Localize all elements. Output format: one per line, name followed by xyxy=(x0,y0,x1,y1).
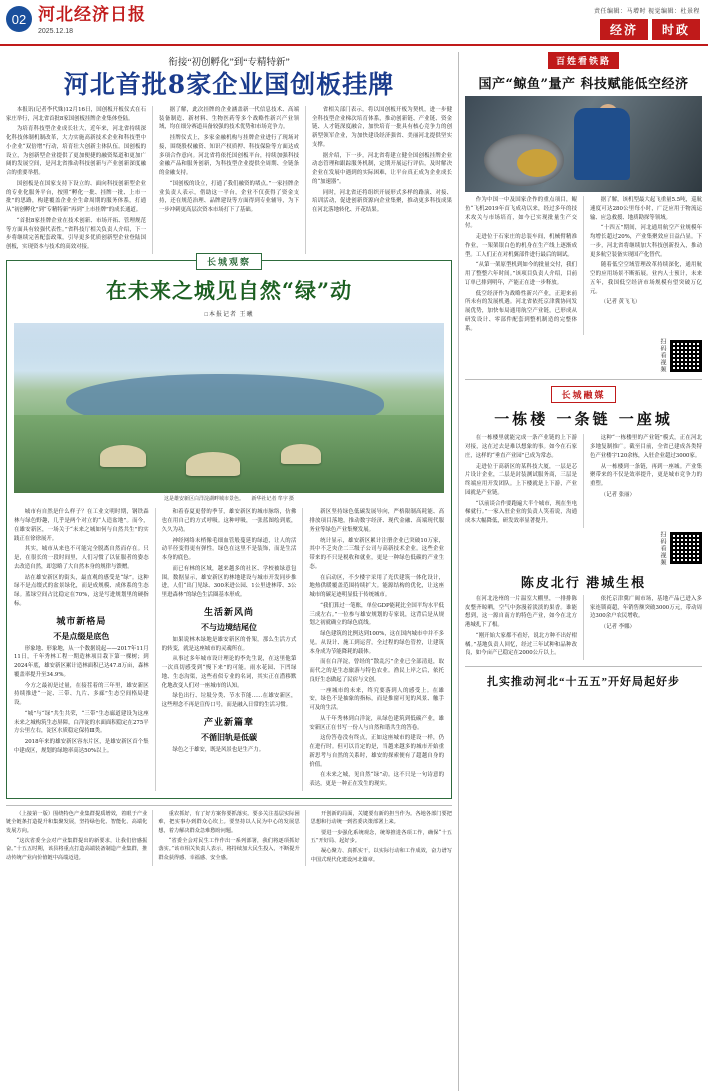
paragraph: 而在白洋淀，曾经的“散乱污”企业已全部清退，取而代之的是生态旅游与特色农业。渔民上岸之后，依托良好生态做起了民宿与文创。 xyxy=(309,659,445,683)
feature-column-1 xyxy=(14,508,149,791)
qr-label: 扫码看视频 xyxy=(659,338,665,374)
column-separator xyxy=(155,508,156,791)
paragraph: “从第一架原型机到如今的批量交付，我们用了整整六年时间。”该项目负责人介绍，目前订单已排到明年，产能正在进一步释放。 xyxy=(465,262,577,286)
continuation-column-3 xyxy=(311,810,452,867)
section2-body xyxy=(465,434,702,528)
divider xyxy=(465,379,702,380)
divider xyxy=(465,666,702,667)
paragraph: 从千年秀林到白洋淀，从绿色建筑到低碳产业，雄安新区正在书写一份人与自然和谐共生的答卷。 xyxy=(309,715,445,731)
section4-headline: 扎实推动河北“十五五”开好局起好步 xyxy=(487,676,680,688)
feature-headline: 在未来之城见自然“绿”动 xyxy=(105,277,353,303)
lead-body xyxy=(6,106,452,254)
right-zone xyxy=(458,52,702,1091)
paragraph: 要进一步强化系统观念，统筹推进各项工作，确保“十五五”开好局、起好步。 xyxy=(310,829,452,845)
paragraph: 统计显示，雄安新区累计注册企业已突破10万家，其中不乏央企二三级子公司与高新技术企业。这些企业带来的不只是税收和就业，更是一种绿色低碳的产业生态。 xyxy=(309,537,445,570)
right-top-body xyxy=(465,196,702,335)
paragraph: 挂牌仪式上，多家金融机构与挂牌企业进行了现场对接，围绕股权融资、知识产权质押、科技保险等方面达成多项合作意向。河北省将依托国创板平台，持续加强科技金融产品和服务创新，为科技型企业提供全周期、全链条的金融支持。 xyxy=(159,135,299,176)
paragraph: 今方之最初是过量，在接茬着的三年里，雄安新区持续推进“一淀、三带、九片、多廊”生态空间格局建设。 xyxy=(14,682,149,706)
right-top-photo xyxy=(465,96,702,192)
continuation-body xyxy=(6,810,452,867)
section3-body xyxy=(465,595,702,660)
paragraph: 神经网络末梢像毛细血管般蔓延的绿道，让人的活动半径变得更有弹性。绿色在这里不是装饰，而是生活本身的底色。 xyxy=(161,537,297,561)
column-separator xyxy=(152,810,153,867)
continuation-column-2 xyxy=(158,810,299,867)
paragraph: 形象地、形象地，从一个数据说起——2017年11月11日，千年秀林工程一期造林项目栽下第一棵树；到2024年底，雄安新区累计造林面积已达47.8万亩，森林覆盖率提升至34.9%。 xyxy=(14,645,149,678)
paragraph: 城市有自然是什么样子？在工业文明时期，钢铁森林与绿色野趣，几乎是两个对立的“人造盆地”。而今，在雄安新区，一场关于“未来之城如何与自然共生”的实践正在徐徐展开。 xyxy=(14,509,149,542)
column-separator xyxy=(152,106,153,254)
paragraph: 走进位于高新区的某科技大厦，一层是芯片设计企业，二层是封装测试服务商，三层是终端应用开发团队。上下楼就是上下游，产业园就是产业链。 xyxy=(465,463,577,496)
column-separator xyxy=(302,508,303,791)
column-separator xyxy=(583,434,584,528)
paragraph: 重农抓好，有了好方案你要抓落实。要多关注基层实际困难，把实事办到群众心坎上。要坚持以人民为中心的发展思想，着力解决群众急难愁盼问题。 xyxy=(158,810,300,834)
section-tags xyxy=(600,19,700,40)
section2-column-2 xyxy=(590,434,702,528)
feature-photo xyxy=(14,323,444,493)
brand-bar xyxy=(465,52,702,69)
publication-date: 2025.12.18 xyxy=(38,27,74,35)
right-top-headline: 国产“鲸鱼”量产 科技赋能低空经济 xyxy=(478,77,689,92)
feature-subhead-3b: 不循旧轨是低碳 xyxy=(201,732,257,742)
lead-kicker: 衔接“初创孵化”到“专精特新” xyxy=(168,58,290,68)
masthead-right xyxy=(594,6,700,40)
paragraph: 国创板是在国家支持下设立的、面向科技创新型企业的专业化服务平台，按照“孵化一批、挂牌一批、上市一批”的思路，构建覆盖企业全生命周期的服务体系，打通从“初创孵化”到“专精特新”再到“上市挂牌”的成长通道。 xyxy=(6,180,146,213)
paragraph: “这次省委全会对产业集群提出的新要求，让我们倍感振奋。”十五五时期，该县将重点打造高端装备制造产业集群，推动传统产业向价值链中高端迈进。 xyxy=(6,838,148,861)
section2-label-box xyxy=(465,386,702,403)
paragraph: （记者 张丽） xyxy=(600,491,635,498)
paragraph: “刚开始大家都不看好，说北方种不出好柑橘。”基地负责人回忆，经过三年试种和品种改良，如今亩产已稳定在2000公斤以上。 xyxy=(465,632,577,657)
photo-caption: 这是雄安新区白洋淀湖畔城市景色。 新华社记者 牟宇 摄 xyxy=(163,496,294,502)
lead-column-1 xyxy=(6,106,146,254)
paragraph: 一座城市的未来，终究要落到人的感受上。在雄安，绿色不是抽象的指标，而是推窗可见的风景、触手可及的生活。 xyxy=(309,687,445,711)
feature-subhead-2: 生活新风尚 xyxy=(204,606,255,617)
paragraph: 其实，城市从来也不可能完全脱离自然而存在。只是，在很长的一段时间里，人们习惯了以征服者的姿态去改造自然，却忽略了大自然本身的规律与馈赠。 xyxy=(14,546,149,570)
paragraph: （记者 李娜） xyxy=(600,624,635,630)
paragraph: 凝心聚力、真抓实干，以实际行动和工作成效，奋力谱写中国式现代化建设河北篇章。 xyxy=(310,848,452,863)
paragraph: 本报讯(记者李代姝)12月16日，国创板开板仪式在石家庄举行，河北省首批8家国创板挂牌企业集体登陆。 xyxy=(6,106,146,122)
feature-subhead-1: 城市新格局 xyxy=(56,615,107,626)
paragraph: 新区坚持绿色低碳发展导向，严格限制高耗能、高排放项目落地，推动数字经济、现代金融、高端现代服务业等绿色产业集聚发展。 xyxy=(309,509,445,533)
paragraph: 站在雄安新区的街头，最直观的感受是“绿”。这种绿不是点缀式的盆景绿化，而是成规模、成体系的生态绿。蓝绿空间占比稳定在70%，这是写进规划里的硬指标。 xyxy=(14,574,149,607)
paragraph: 走进位于石家庄的总装车间，机械臂精准作业，一架架银白色的机身在生产线上逐渐成型。工人们正在对机翼部件进行最后的调试。 xyxy=(465,234,577,258)
page-content xyxy=(0,46,708,1091)
section-tag-economy: 经济 xyxy=(600,19,648,40)
paragraph: 省相关部门表示，将以国创板开板为契机，进一步健全科技型企业梯次培育体系，推动创新链、产业链、资金链、人才链深度融合，加快培育一批具有核心竞争力的创新型领军企业，为加快建设经济强省、美丽河北提供坚实支撑。 xyxy=(312,106,452,148)
paragraph: 据了解，此次挂牌的企业涵盖新一代信息技术、高端装备制造、新材料、生物医药等多个战略性新兴产业领域，均在细分赛道具备较强的技术优势和市场竞争力。 xyxy=(159,106,299,131)
feature-body xyxy=(14,508,444,791)
feature-column-2 xyxy=(162,508,297,791)
feature-column-3 xyxy=(309,508,444,791)
feature-article xyxy=(6,256,452,799)
paragraph: 在河北沧州的一片温室大棚里，一排排陈皮整齐晾晒，空气中弥漫着淡淡的果香。谁能想到，这一源自南方的特色产业，如今在北方港城扎下了根。 xyxy=(465,595,577,628)
lead-column-2 xyxy=(159,106,299,254)
paragraph: “城”与“绿”共生共荣，“三带”生态廊道建设为这座未来之城构筑生态屏障，白洋淀的水面面积稳定在275平方公里左右，淀区水质稳定保持Ⅲ类。 xyxy=(14,710,149,735)
paragraph: 在未来之城，见自然“绿”动。这不只是一句诗意的表达，更是一种正在发生的现实。 xyxy=(309,772,445,787)
lead-headline: 河北首批8家企业国创板挂牌 xyxy=(63,70,395,99)
paragraph: 这份答卷没有终点，正如这座城市的建设一样，仍在进行时。但可以肯定的是，当越来越多的城市开始重新思考与自然的关系时，雄安的探索便有了超越自身的价值。 xyxy=(309,735,445,768)
column-separator xyxy=(583,595,584,660)
paragraph: 这种“一栋楼里的产业链”模式，正在河北多地复制推广。截至目前，全省已建成各类特色产业楼宇120余栋，入驻企业超过3000家。 xyxy=(590,435,702,459)
paragraph: 绿色出行、垃圾分类、节水节能……在雄安新区，这些理念不再是宣传口号，而是融入日常的生活习惯。 xyxy=(161,693,297,708)
column-separator xyxy=(305,106,306,254)
paragraph: （上接第一版）围绕特色产业集群提质增效，着眼于产业链全链条打造提升和集聚发展，坚持绿色化、智能化、高端化发展方向。 xyxy=(6,810,148,834)
paragraph: “省委全会对民生工作作出一系列部署，我们将逐项抓好落实。”该市相关负责人表示，将持续加大民生投入，不断提升群众获得感、幸福感、安全感。 xyxy=(158,838,300,861)
lead-column-3 xyxy=(312,106,452,254)
masthead-left xyxy=(38,6,146,35)
section-label-media: 长城融媒 xyxy=(551,386,615,403)
paragraph: “以前谈合作要跑遍大半个城市，现在坐电梯就行。”一家入驻企业的负责人笑着说，沟通成本大幅降低，研发效率显著提升。 xyxy=(465,500,577,524)
paragraph: “十四五”期间，河北通用航空产业规模年均增长超过20%，产业集聚效应日益凸显。下一步，河北省将继续加大科技创新投入，推动更多航空装备实现国产化替代。 xyxy=(590,225,702,258)
paragraph: “首批8家挂牌企业在技术创新、市场开拓、管理规范等方面具有较强代表性。”省科技厅相关负责人介绍，下一步将继续完善配套政策，引导更多优质创新型企业登陆国创板，实现资本与技术的高效对接。 xyxy=(6,217,146,250)
feature-byline: □本报记者 王曦 xyxy=(204,311,254,318)
section3-column-1 xyxy=(465,595,577,660)
feature-subhead-3: 产业新篇章 xyxy=(204,716,255,727)
paragraph: 绿色之于雄安，既是风景也是生产力。 xyxy=(172,746,265,753)
paragraph: 和着春夏更替的季节，雄安新区的城市脉络，仿佛也在用自己的方式呼吸。这种呼吸，一张蓝图绘到底，久久为功。 xyxy=(161,509,297,533)
column-separator xyxy=(305,810,306,867)
section-tag-politics: 时政 xyxy=(652,19,700,40)
paragraph: 从事过多年城市设计理论的李先生说，在这里他第一次真切感受到“慢下来”的可能。雨水花园、下凹绿地、生态沟渠，这些看似专业的名词，其实正在潜移默化地改变人们对一座城市的认知。 xyxy=(161,656,297,689)
paragraph: 低空经济作为战略性新兴产业，正迎来前所未有的发展机遇。河北省依托京津冀协同发展优势，加快布局通用航空产业链，已形成从研发设计、零部件配套到整机制造的完整体系。 xyxy=(465,290,577,332)
right-top-column-2 xyxy=(590,196,702,335)
masthead xyxy=(0,0,708,46)
qr-row-2[interactable] xyxy=(465,531,702,566)
paragraph: 依托京津冀广阔市场，基地产品已进入多家连锁商超，年销售额突破3000万元，带动周边300余户农民增收。 xyxy=(590,595,702,620)
qr-code-icon[interactable] xyxy=(670,340,702,372)
section2-column-1 xyxy=(465,434,577,528)
qr-code-icon[interactable] xyxy=(670,532,702,564)
paragraph: 绿色建筑的比例达到100%，这在国内城市中并不多见。从设计、施工到运营，全过程的绿色管控，让建筑本身成为节能降耗的载体。 xyxy=(309,631,445,655)
paragraph: 随着低空空域管理改革持续深化，通用航空的应用场景不断拓展。业内人士预计，未来五年，我国低空经济市场规模有望突破万亿元。 xyxy=(590,262,702,295)
qr-label: 扫码看视频 xyxy=(659,530,665,566)
paragraph: 据了解，该机型最大起飞重量5.5吨，巡航速度可达280公里每小时，广泛应用于物流运输、应急救援、地质勘探等领域。 xyxy=(590,197,702,221)
editor-credits: 责任编辑：马增时 视觉编辑：杜景程 xyxy=(593,9,700,15)
paragraph: 开创新的局面，关键要有新的担当作为。各地各部门要把思想和行动统一到省委决策部署上来。 xyxy=(310,810,452,826)
paragraph: 如果说林木绿地是雄安新区的骨架，那么生活方式的转变，就是这座城市的灵魂所在。 xyxy=(161,636,297,652)
column-separator xyxy=(583,196,584,335)
paragraph: 2018年来的雄安新区容东片区，是雄安新区首个集中建成区，规划的绿地率高达50%以上。 xyxy=(14,739,149,754)
paragraph: （记者 黄飞飞） xyxy=(600,299,641,306)
paper-name: 河北经济日报 xyxy=(38,5,146,25)
left-zone xyxy=(6,52,458,1091)
right-top-column-1 xyxy=(465,196,577,335)
paragraph: 据介绍，下一步，河北省将建立健全国创板挂牌企业动态管理和跟踪服务机制，定期开展运行评估，及时解决企业在发展中遇到的实际困难，让平台真正成为企业成长的“加速器”。 xyxy=(312,152,452,185)
feature-label: 长城观察 xyxy=(196,253,262,270)
continuation-column-1 xyxy=(6,810,147,867)
qr-row-1[interactable] xyxy=(465,338,702,373)
paragraph: 作为中国一中及国家企作的重点项目，鲲鱼“飞机2019年首飞成功以来，经过多年的技术攻关与市场培育，如今已实现批量生产交付。 xyxy=(465,197,577,230)
paragraph: “我们算过一笔账，单位GDP能耗比全国平均水平低三成左右。”一位参与雄安规划的专家说，这背后是从规划之初就确立的绿色底线。 xyxy=(309,602,445,627)
section3-column-2 xyxy=(590,595,702,660)
paragraph: “国创板的设立，打通了我们融资的堵点。”一家挂牌企业负责人表示，借助这一平台，企业不仅获得了资金支持，还在规范治理、品牌建设等方面得到专业辅导，为下一步冲刺更高层次资本市场打下了基础。 xyxy=(159,180,299,213)
feature-subhead-1b: 不是点缀是底色 xyxy=(53,631,110,641)
section2-headline: 一栋楼 一条链 一座城 xyxy=(494,410,673,429)
paragraph: 为培育科技型企业成长壮大，近年来，河北省持续深化科技体制机制改革，大力实施高新技术企业和科技型中小企业“双倍增”行动，培育壮大创新主体队伍。国创板的设立，为创新型企业提供了更加便捷的融资渠道和更加广阔的发展空间，是河北省推动科技创新与产业创新深度融合的重要举措。 xyxy=(6,126,146,176)
paragraph: 同时，河北省还将组织开展形式多样的路演、对接、培训活动，促进创新资源向企业集聚，推动更多科技成果在河北落地转化、开花结果。 xyxy=(312,189,452,213)
section3-headline: 陈皮北行 港城生根 xyxy=(520,574,647,590)
paragraph: 在一栋楼里就能完成一条产业链的上下游对接，这在过去是难以想象的事。如今在石家庄，这样的“垂直产业园”已成为常态。 xyxy=(465,435,577,459)
paragraph: 而已有林的区域，越来越多的社区、学校被绿意包围。数据显示，雄安新区的林地建设与城市开发同步推进，人们“出门见绿、300米进公园、1公里进林带、3公里进森林”的绿色生活圈基本形成。 xyxy=(161,565,297,598)
paragraph: 在启动区，不少楼宇采用了光伏建筑一体化设计，地热供暖覆盖范围持续扩大。能源结构的优化，让这座城市的碳足迹明显低于传统城市。 xyxy=(309,574,445,598)
feature-subhead-2b: 不与边境结尾位 xyxy=(201,622,257,632)
brand-label-railway: 百姓看铁路 xyxy=(548,52,619,69)
paragraph: 从一栋楼到一条链，再到一座城。产业集聚带来的不仅是效率提升，更是城市竞争力的重塑。 xyxy=(590,463,702,487)
page-number: 02 xyxy=(6,6,32,32)
continuation-strip xyxy=(6,805,452,867)
